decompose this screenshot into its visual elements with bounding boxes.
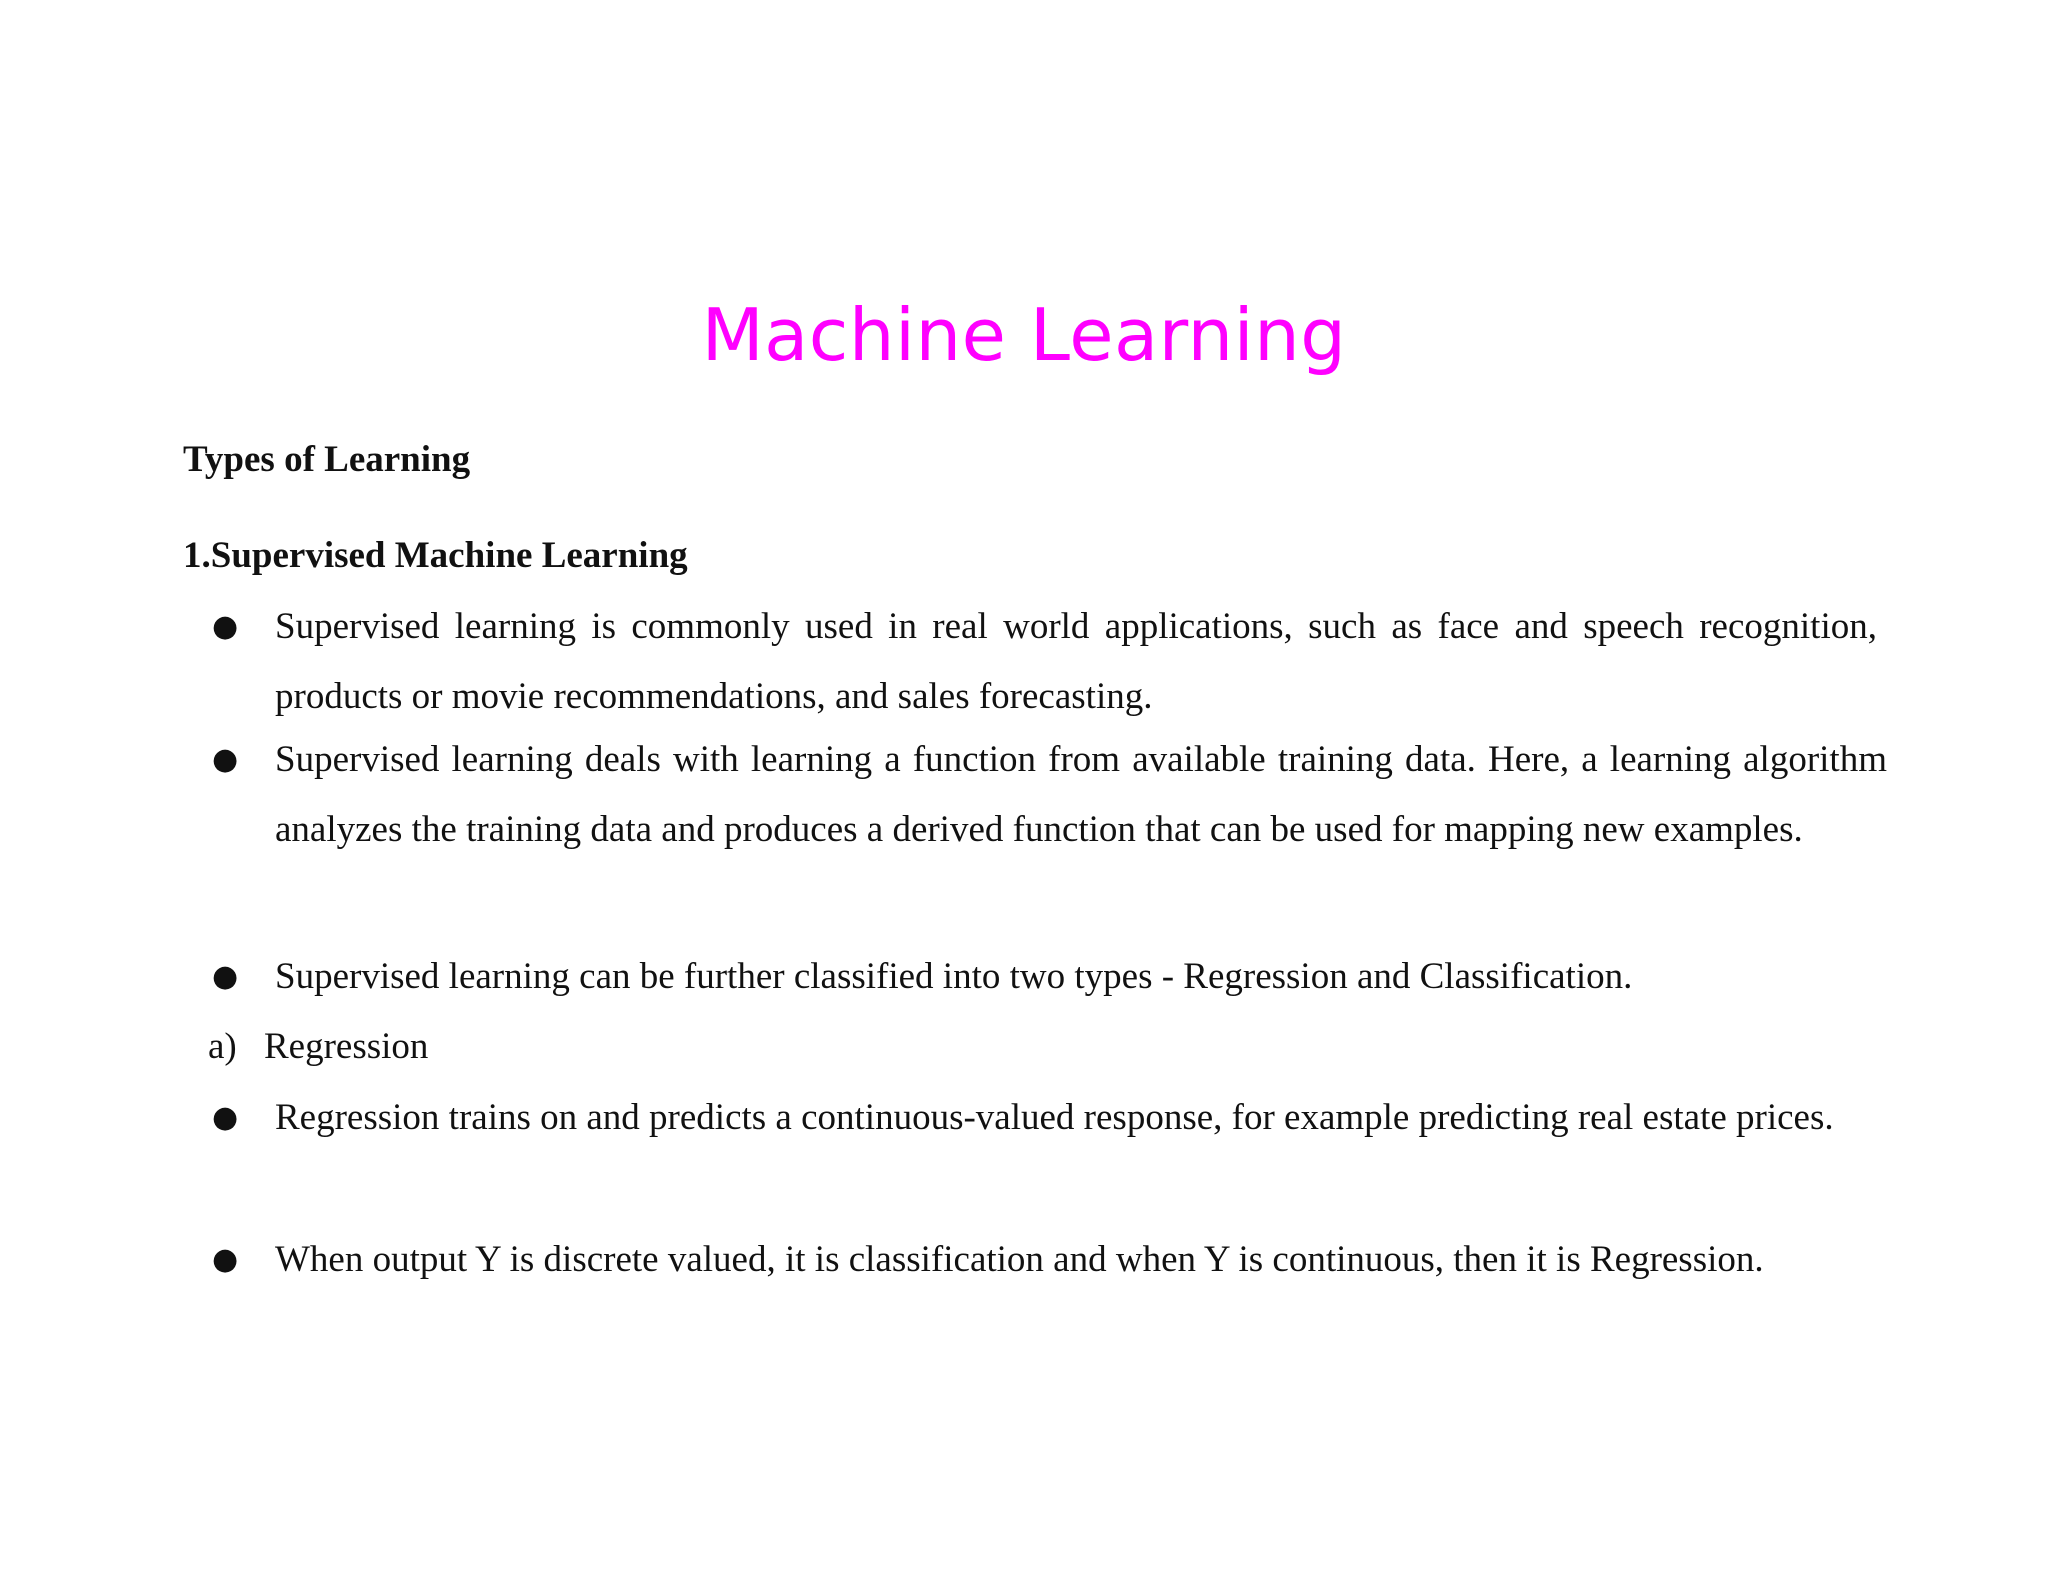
list-item-text: Supervised learning is commonly used in real world applications, such as face and speech recognition, products or movie recommendations, and sales forecasting.: [275, 606, 1877, 717]
list-item-text: When output Y is discrete valued, it is classification and when Y is continuous, then it is Regression.: [275, 1239, 1764, 1280]
list-item-text: Regression trains on and predicts a continuous-valued response, for example predicting real estate prices.: [275, 1097, 1834, 1138]
section-heading: Types of Learning: [183, 439, 471, 480]
document-title: Machine Learning: [701, 293, 1347, 377]
bullet-icon: ●: [212, 742, 239, 777]
bullet-icon: ●: [212, 609, 239, 644]
bullet-icon: ●: [212, 1242, 239, 1277]
list-item-text: Supervised learning can be further classified into two types - Regression and Classification.: [275, 956, 1633, 997]
subsection-heading: 1.Supervised Machine Learning: [183, 535, 688, 576]
regression-subheading: [208, 1012, 428, 1082]
subheading-marker: a): [208, 1026, 237, 1067]
bullet-icon: ●: [212, 959, 239, 994]
list-item-text: Supervised learning deals with learning a function from available training data. Here, a learning algorithm analyzes the training data and produces a derived function that can be used for mapping new examples.: [275, 739, 1887, 850]
subheading-label: Regression: [264, 1026, 429, 1067]
bullet-icon: ●: [212, 1100, 239, 1135]
